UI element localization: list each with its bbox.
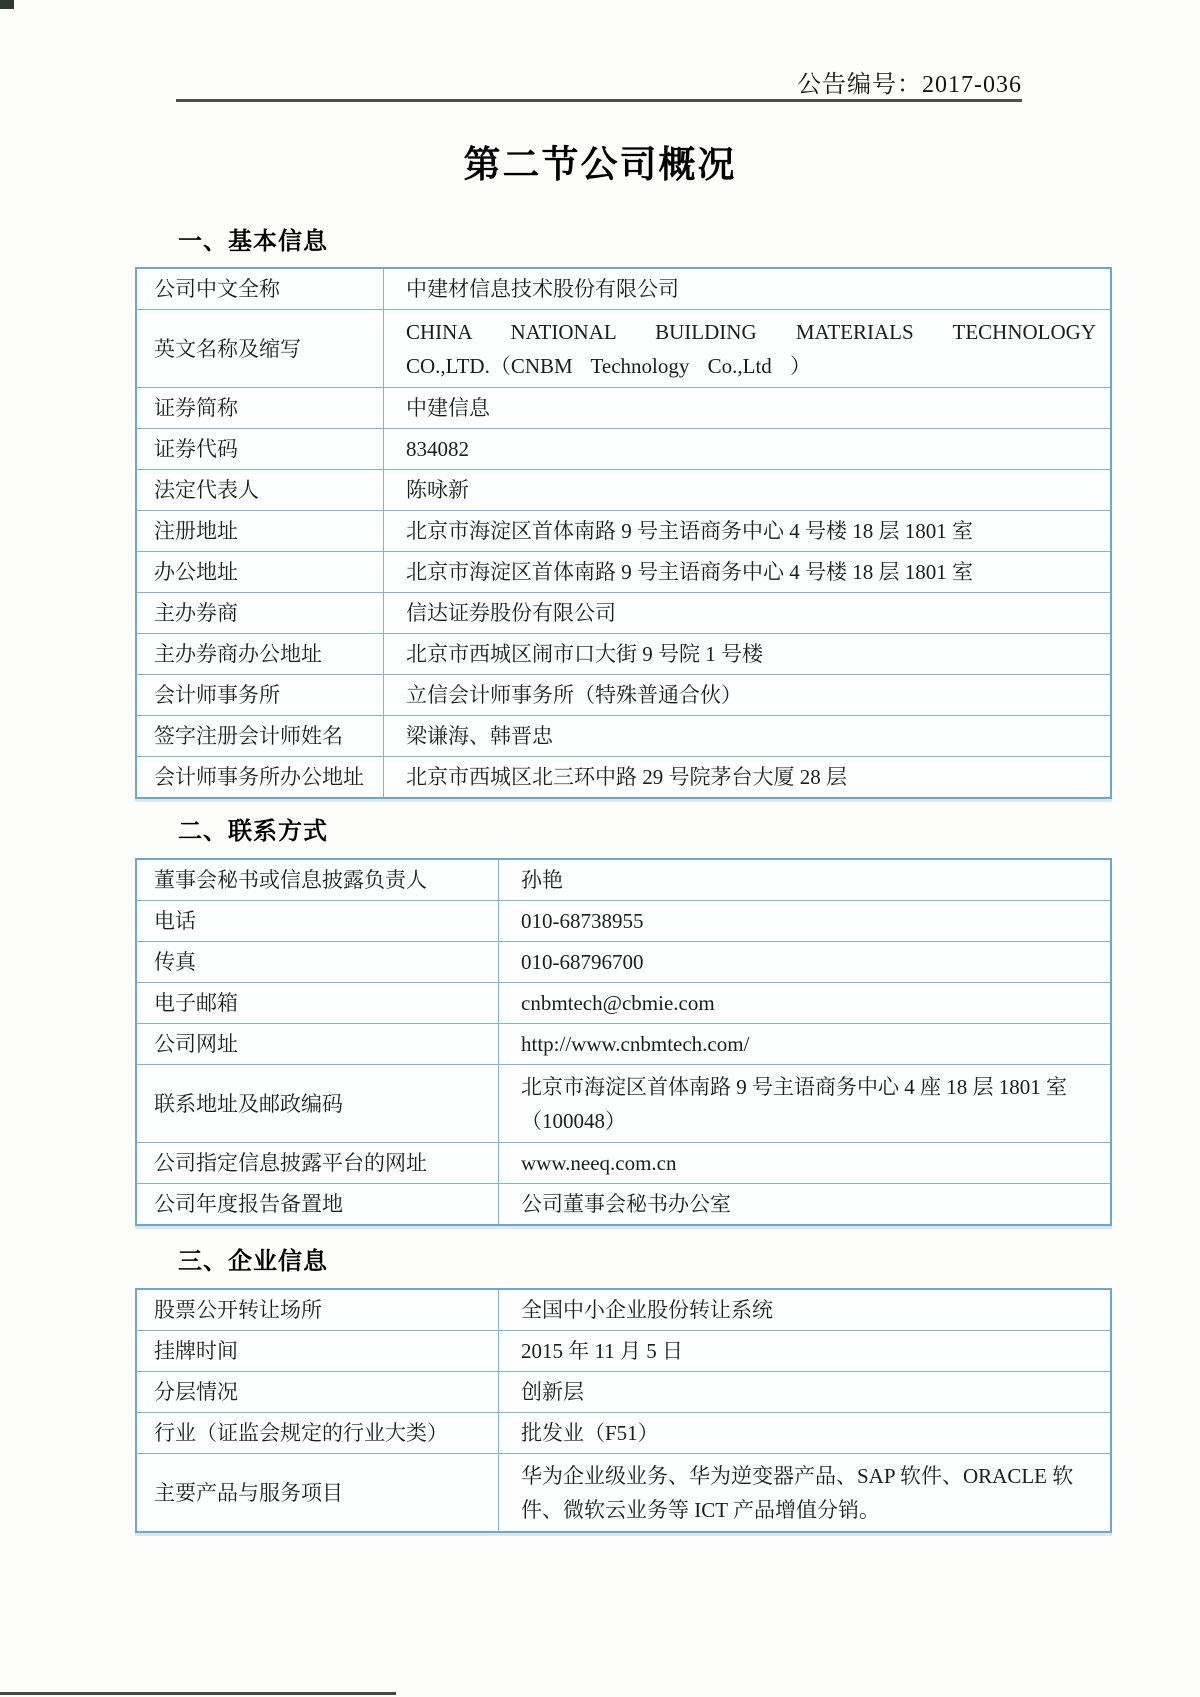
- table-row: [137, 982, 1110, 1023]
- row-label: 董事会秘书或信息披露负责人: [137, 860, 499, 900]
- row-value: 梁谦海、韩晋忠: [406, 724, 553, 748]
- row-value: 010-68796700: [521, 950, 644, 974]
- row-value: 华为企业级业务、华为逆变器产品、SAP 软件、ORACLE 软件、微软云业务等 ICT 产品增值分销。: [521, 1463, 1074, 1522]
- scan-corner-artifact: [0, 0, 14, 9]
- table-row: [137, 860, 1110, 900]
- row-value: 中建信息: [406, 396, 490, 420]
- table-row: [137, 715, 1110, 756]
- row-value: 北京市西城区北三环中路 29 号院茅台大厦 28 层: [406, 765, 847, 789]
- row-label: 签字注册会计师姓名: [137, 716, 384, 756]
- row-value: 孙艳: [521, 868, 563, 892]
- row-label: 公司年度报告备置地: [137, 1184, 499, 1224]
- row-value-text: CHINA NATIONAL BUILDING MATERIALS TECHNOLOGY CO.,LTD.（CNBM Technology Co.,Ltd ）: [406, 319, 1096, 378]
- row-label: 电子邮箱: [137, 983, 499, 1023]
- table-row: [137, 1183, 1110, 1224]
- table-row: [137, 510, 1110, 551]
- row-label: 公司中文全称: [137, 269, 384, 309]
- row-label: 分层情况: [137, 1372, 499, 1412]
- row-value: 批发业（F51）: [521, 1421, 659, 1445]
- table-row: [137, 633, 1110, 674]
- row-value: [384, 310, 1110, 387]
- table-row: [137, 900, 1110, 941]
- row-value: 中建材信息技术股份有限公司: [406, 277, 679, 301]
- table-row: [137, 1412, 1110, 1453]
- row-label: 会计师事务所办公地址: [137, 757, 384, 797]
- row-label: 电话: [137, 901, 499, 941]
- row-value: 北京市海淀区首体南路 9 号主语商务中心 4 号楼 18 层 1801 室: [406, 560, 973, 584]
- row-label: 会计师事务所: [137, 675, 384, 715]
- row-label: 挂牌时间: [137, 1331, 499, 1371]
- row-value: 公司董事会秘书办公室: [521, 1192, 731, 1216]
- row-value: 全国中小企业股份转让系统: [521, 1298, 773, 1322]
- row-value: http://www.cnbmtech.com/: [521, 1032, 750, 1056]
- table-row: [137, 1453, 1110, 1531]
- enterprise-table: [135, 1288, 1112, 1533]
- table-row: [137, 1330, 1110, 1371]
- row-label: 证券简称: [137, 388, 384, 428]
- row-value: 立信会计师事务所（特殊普通合伙）: [406, 683, 742, 707]
- table-row: [137, 941, 1110, 982]
- basic-info-table: [135, 267, 1112, 799]
- row-value: 834082: [406, 437, 469, 461]
- row-value: 创新层: [521, 1380, 584, 1404]
- row-label: 注册地址: [137, 511, 384, 551]
- row-label: 英文名称及缩写: [137, 310, 384, 387]
- table-row: [137, 1142, 1110, 1183]
- row-value: www.neeq.com.cn: [521, 1151, 677, 1175]
- row-label: 法定代表人: [137, 470, 384, 510]
- row-label: 传真: [137, 942, 499, 982]
- section-heading-enterprise: 三、企业信息: [178, 1248, 328, 1275]
- row-label: 行业（证监会规定的行业大类）: [137, 1413, 499, 1453]
- section-heading-contact: 二、联系方式: [178, 818, 328, 845]
- row-value: 北京市海淀区首体南路 9 号主语商务中心 4 号楼 18 层 1801 室: [406, 519, 973, 543]
- row-value: 信达证券股份有限公司: [406, 601, 616, 625]
- section-heading-basic-info: 一、基本信息: [178, 228, 328, 255]
- table-row: [137, 1064, 1110, 1142]
- row-label: 联系地址及邮政编码: [137, 1065, 499, 1142]
- scan-bottom-artifact: [0, 1692, 396, 1695]
- row-label: 主要产品与服务项目: [137, 1454, 499, 1531]
- table-row: [137, 428, 1110, 469]
- row-value: 2015 年 11 月 5 日: [521, 1339, 683, 1363]
- contact-table: [135, 858, 1112, 1226]
- table-row: [137, 469, 1110, 510]
- page-title: 第二节公司概况: [463, 144, 737, 185]
- table-row: [137, 269, 1110, 309]
- announcement-number: 公告编号：2017-036: [797, 72, 1022, 98]
- row-value: 陈咏新: [406, 478, 469, 502]
- row-label: 证券代码: [137, 429, 384, 469]
- row-value: cnbmtech@cbmie.com: [521, 991, 715, 1015]
- table-row: [137, 592, 1110, 633]
- row-value: 北京市海淀区首体南路 9 号主语商务中心 4 座 18 层 1801 室（100048）: [521, 1074, 1067, 1133]
- table-row: [137, 309, 1110, 387]
- row-label: 主办券商办公地址: [137, 634, 384, 674]
- table-row: [137, 1290, 1110, 1330]
- table-row: [137, 1023, 1110, 1064]
- header-rule: [176, 99, 1022, 102]
- table-row: [137, 387, 1110, 428]
- row-label: 公司指定信息披露平台的网址: [137, 1143, 499, 1183]
- row-value: 北京市西城区闹市口大街 9 号院 1 号楼: [406, 642, 763, 666]
- table-row: [137, 674, 1110, 715]
- table-row: [137, 551, 1110, 592]
- table-row: [137, 756, 1110, 797]
- table-row: [137, 1371, 1110, 1412]
- row-label: 公司网址: [137, 1024, 499, 1064]
- row-label: 办公地址: [137, 552, 384, 592]
- row-value: 010-68738955: [521, 909, 644, 933]
- row-label: 股票公开转让场所: [137, 1290, 499, 1330]
- row-label: 主办券商: [137, 593, 384, 633]
